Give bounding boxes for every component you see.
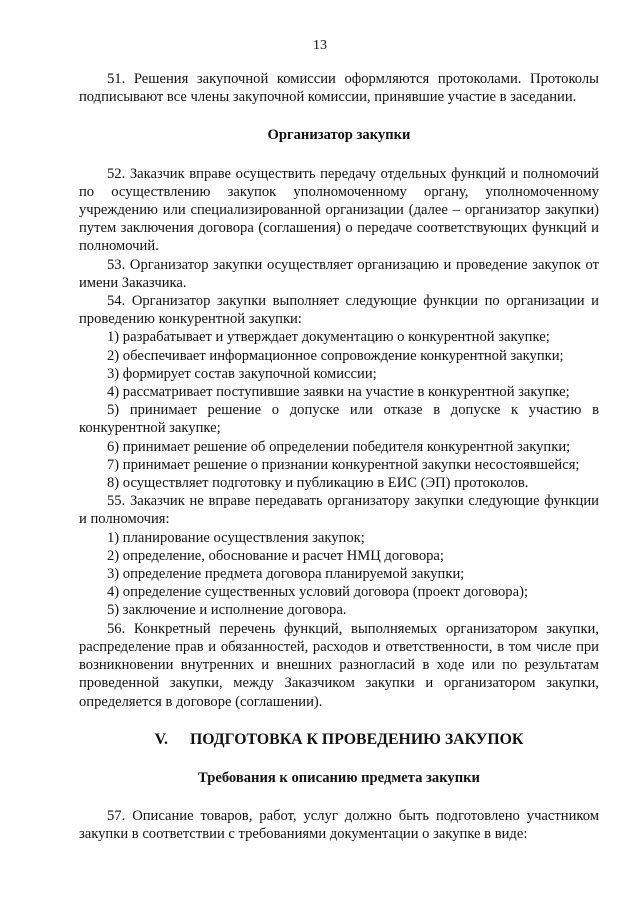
list-item-55-1: 1) планирование осуществления закупок;: [107, 529, 365, 546]
section-heading: [79, 731, 599, 749]
paragraph-55: 55. Заказчик не вправе передавать организатору закупки следующие функции и полномочия:: [79, 493, 599, 528]
list-item-54-5: 5) принимает решение о допуске или отказе в допуске к участию в конкурентной закупке;: [79, 402, 599, 437]
paragraph-53: 53. Организатор закупки осуществляет организацию и проведение закупок от имени Заказчика.: [79, 256, 599, 291]
paragraph-54: 54. Организатор закупки выполняет следующие функции по организации и проведению конкурентной закупки:: [79, 293, 599, 328]
list-item-55-3: 3) определение предмета договора планируемой закупки;: [107, 566, 465, 583]
list-item-54-4: 4) рассматривает поступившие заявки на участие в конкурентной закупке;: [107, 384, 570, 401]
list-item-55-2: 2) определение, обоснование и расчет НМЦ договора;: [107, 547, 444, 564]
list-item-54-1: 1) разрабатывает и утверждает документацию о конкурентной закупке;: [107, 329, 550, 346]
paragraph-52: 52. Заказчик вправе осуществить передачу отдельных функций и полномочий по осуществлению закупок уполномоченному органу, уполномоченному учреждению или специализированной организации (далее – организатор закупки) путем заключения договора (соглашения) о передаче соответствующих функций и полномочий.: [79, 165, 599, 255]
heading-organizer: Организатор закупки: [267, 127, 411, 144]
page-number: 13: [313, 38, 327, 53]
list-item-54-7: 7) принимает решение о признании конкурентной закупки несостоявшейся;: [107, 456, 580, 473]
paragraph-57: 57. Описание товаров, работ, услуг должно быть подготовлено участником закупки в соответствии с требованиями документации о закупке в виде:: [79, 808, 599, 843]
list-item-54-2: 2) обеспечивает информационное сопровождение конкурентной закупки;: [107, 347, 564, 364]
document-body: [79, 70, 599, 844]
heading-requirements: Требования к описанию предмета закупки: [198, 769, 480, 786]
paragraph-56: 56. Конкретный перечень функций, выполняемых организатором закупки, распределение прав и обязанностей, расходов и ответственности, в том числе при возникновении внутренних и внешних разногласий в ходе или по результатам проведенной закупки, между Заказчиком закупки и организатором закупки, определяется в договоре (соглашении).: [79, 620, 599, 710]
list-item-54-8: 8) осуществляет подготовку и публикацию в ЕИС (ЭП) протоколов.: [107, 475, 529, 492]
paragraph-51: 51. Решения закупочной комиссии оформляются протоколами. Протоколы подписывают все члены закупочной комиссии, принявшие участие в заседании.: [79, 71, 599, 106]
list-item-54-6: 6) принимает решение об определении победителя конкурентной закупки;: [107, 438, 571, 455]
section-title: ПОДГОТОВКА К ПРОВЕДЕНИЮ ЗАКУПОК: [189, 730, 524, 748]
section-number: V.: [154, 730, 168, 748]
list-item-55-4: 4) определение существенных условий договора (проект договора);: [107, 584, 528, 601]
list-item-54-3: 3) формирует состав закупочной комиссии;: [107, 365, 377, 382]
list-item-55-5: 5) заключение и исполнение договора.: [107, 602, 347, 619]
